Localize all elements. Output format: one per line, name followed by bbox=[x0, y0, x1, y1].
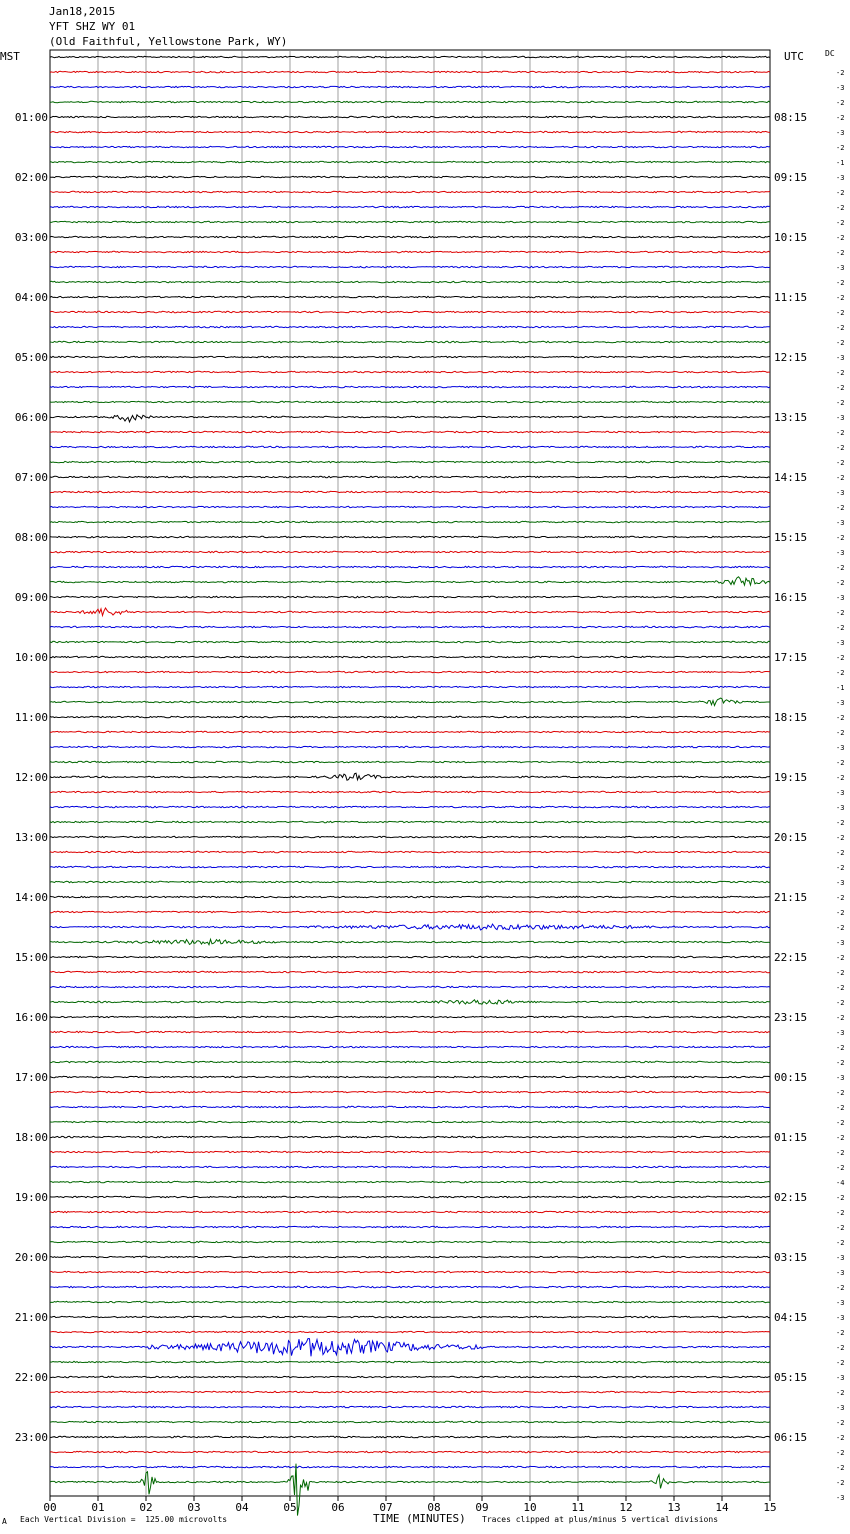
seismic-trace bbox=[50, 971, 770, 972]
dc-offset-label: -1 bbox=[836, 159, 845, 167]
dc-offset-label: -2 bbox=[836, 759, 845, 767]
dc-offset-label: -2 bbox=[836, 144, 845, 152]
seismic-trace bbox=[50, 1241, 770, 1242]
mst-hour-label: 09:00 bbox=[14, 591, 48, 604]
utc-hour-label: 02:15 bbox=[774, 1191, 808, 1204]
seismic-trace bbox=[50, 1436, 770, 1437]
dc-offset-label: -2 bbox=[836, 249, 845, 257]
dc-offset-label: -2 bbox=[836, 459, 845, 467]
dc-offset-label: -2 bbox=[836, 849, 845, 857]
scale-mark: A bbox=[2, 1517, 7, 1526]
seismic-trace bbox=[50, 491, 770, 492]
seismic-trace bbox=[50, 206, 770, 207]
dc-offset-label: -2 bbox=[836, 99, 845, 107]
seismic-trace bbox=[50, 296, 770, 297]
dc-offset-label: -3 bbox=[836, 744, 845, 752]
seismic-trace bbox=[50, 746, 770, 747]
seismic-trace bbox=[50, 1406, 770, 1407]
seismic-trace bbox=[50, 1061, 770, 1062]
dc-offset-label: -2 bbox=[836, 714, 845, 722]
seismic-trace bbox=[50, 1016, 770, 1017]
seismic-trace bbox=[50, 401, 770, 402]
mst-hour-label: 17:00 bbox=[14, 1071, 48, 1084]
seismic-trace bbox=[50, 1301, 770, 1302]
utc-hour-label: 15:15 bbox=[774, 531, 808, 544]
dc-offset-label: -3 bbox=[836, 1404, 845, 1412]
mst-hour-label: 19:00 bbox=[14, 1191, 48, 1204]
dc-offset-label: -2 bbox=[836, 969, 845, 977]
seismic-trace bbox=[50, 1339, 770, 1357]
seismic-trace bbox=[50, 686, 770, 687]
seismic-trace bbox=[50, 1316, 770, 1317]
seismic-trace bbox=[50, 773, 770, 780]
seismic-trace bbox=[50, 1031, 770, 1032]
seismic-trace bbox=[50, 1421, 770, 1422]
seismic-trace bbox=[50, 806, 770, 807]
dc-offset-label: -3 bbox=[836, 1269, 845, 1277]
mst-hour-label: 07:00 bbox=[14, 471, 48, 484]
seismic-trace bbox=[50, 1106, 770, 1107]
seismic-trace bbox=[50, 731, 770, 732]
seismic-trace bbox=[50, 791, 770, 792]
mst-hour-label: 16:00 bbox=[14, 1011, 48, 1024]
dc-offset-label: -3 bbox=[836, 354, 845, 362]
dc-offset-label: -2 bbox=[836, 1134, 845, 1142]
x-tick-label: 06 bbox=[331, 1501, 345, 1514]
dc-offset-label: -2 bbox=[836, 1284, 845, 1292]
dc-offset-label: -2 bbox=[836, 864, 845, 872]
seismic-trace bbox=[50, 326, 770, 327]
seismic-trace bbox=[50, 506, 770, 507]
seismic-trace bbox=[50, 1166, 770, 1167]
dc-offset-label: -2 bbox=[836, 1119, 845, 1127]
station-code: YFT SHZ WY 01 bbox=[49, 20, 136, 33]
seismic-trace bbox=[50, 596, 770, 597]
dc-offset-label: -3 bbox=[836, 519, 845, 527]
dc-offset-label: -3 bbox=[836, 489, 845, 497]
seismic-trace bbox=[50, 71, 770, 72]
seismic-trace bbox=[50, 608, 770, 616]
utc-hour-label: 01:15 bbox=[774, 1131, 808, 1144]
clip-text: Traces clipped at plus/minus 5 vertical divisions bbox=[482, 1515, 719, 1524]
mst-hour-label: 11:00 bbox=[14, 711, 48, 724]
dc-offset-label: -2 bbox=[836, 444, 845, 452]
dc-offset-label: -2 bbox=[836, 669, 845, 677]
mst-hour-label: 23:00 bbox=[14, 1431, 48, 1444]
dc-offset-label: -2 bbox=[836, 339, 845, 347]
utc-hour-label: 23:15 bbox=[774, 1011, 808, 1024]
dc-offset-label: -2 bbox=[836, 654, 845, 662]
seismic-trace bbox=[50, 341, 770, 342]
seismic-trace bbox=[50, 131, 770, 132]
seismic-trace bbox=[50, 176, 770, 177]
seismic-trace bbox=[50, 986, 770, 987]
seismic-trace bbox=[50, 716, 770, 717]
dc-offset-label: -2 bbox=[836, 1209, 845, 1217]
x-axis-title: TIME (MINUTES) bbox=[373, 1512, 466, 1525]
dc-offset-label: -2 bbox=[836, 1434, 845, 1442]
seismic-trace bbox=[50, 577, 770, 585]
seismic-trace bbox=[50, 1136, 770, 1137]
x-tick-label: 02 bbox=[139, 1501, 153, 1514]
dc-offset-label: -2 bbox=[836, 1149, 845, 1157]
dc-offset-label: -2 bbox=[836, 924, 845, 932]
seismic-trace bbox=[50, 1331, 770, 1332]
dc-offset-label: -4 bbox=[836, 1179, 845, 1187]
dc-offset-label: -3 bbox=[836, 1074, 845, 1082]
dc-offset-label: -2 bbox=[836, 1389, 845, 1397]
mst-hour-label: 02:00 bbox=[14, 171, 48, 184]
seismic-trace bbox=[50, 1256, 770, 1257]
scale-text: Each Vertical Division = 125.00 microvolts bbox=[20, 1515, 228, 1524]
dc-offset-label: -2 bbox=[836, 579, 845, 587]
dc-offset-label: -2 bbox=[836, 294, 845, 302]
seismic-trace bbox=[50, 761, 770, 762]
dc-offset-label: -2 bbox=[836, 609, 845, 617]
utc-hour-label: 00:15 bbox=[774, 1071, 808, 1084]
seismic-trace bbox=[50, 1466, 770, 1467]
left-zone-label: MST bbox=[0, 50, 20, 63]
seismic-trace bbox=[50, 116, 770, 117]
dc-offset-label: -2 bbox=[836, 279, 845, 287]
utc-hour-label: 12:15 bbox=[774, 351, 808, 364]
dc-offset-label: -3 bbox=[836, 549, 845, 557]
seismic-trace bbox=[50, 266, 770, 267]
dc-offset-label: -2 bbox=[836, 984, 845, 992]
seismic-trace bbox=[50, 924, 770, 930]
mst-hour-label: 05:00 bbox=[14, 351, 48, 364]
dc-offset-label: -3 bbox=[836, 1494, 845, 1502]
dc-offset-label: -2 bbox=[836, 219, 845, 227]
x-tick-label: 14 bbox=[715, 1501, 729, 1514]
seismic-trace bbox=[50, 1451, 770, 1452]
x-tick-label: 07 bbox=[379, 1501, 393, 1514]
seismic-trace bbox=[50, 821, 770, 822]
dc-offset-label: -2 bbox=[836, 1464, 845, 1472]
mst-hour-label: 01:00 bbox=[14, 111, 48, 124]
x-tick-label: 00 bbox=[43, 1501, 57, 1514]
seismic-trace bbox=[50, 281, 770, 282]
x-tick-label: 10 bbox=[523, 1501, 537, 1514]
dc-offset-label: -2 bbox=[836, 774, 845, 782]
seismic-trace bbox=[50, 626, 770, 627]
mst-hour-label: 06:00 bbox=[14, 411, 48, 424]
dc-offset-label: -2 bbox=[836, 729, 845, 737]
dc-offset-label: -3 bbox=[836, 174, 845, 182]
x-tick-label: 05 bbox=[283, 1501, 297, 1514]
mst-hour-label: 14:00 bbox=[14, 891, 48, 904]
seismic-trace bbox=[50, 1091, 770, 1092]
seismic-trace bbox=[50, 1271, 770, 1272]
dc-offset-label: -2 bbox=[836, 309, 845, 317]
seismic-trace bbox=[50, 1181, 770, 1182]
dc-offset-label: -2 bbox=[836, 69, 845, 77]
dc-offset-label: -2 bbox=[836, 624, 845, 632]
seismic-trace bbox=[50, 191, 770, 192]
dc-offset-label: -2 bbox=[836, 1089, 845, 1097]
x-tick-label: 12 bbox=[619, 1501, 633, 1514]
x-tick-label: 08 bbox=[427, 1501, 441, 1514]
utc-hour-label: 18:15 bbox=[774, 711, 808, 724]
dc-offset-label: -3 bbox=[836, 789, 845, 797]
dc-offset-label: -2 bbox=[836, 474, 845, 482]
dc-offset-label: -3 bbox=[836, 1314, 845, 1322]
dc-offset-label: -2 bbox=[836, 1224, 845, 1232]
dc-offset-label: -3 bbox=[836, 1299, 845, 1307]
seismic-trace bbox=[50, 1226, 770, 1227]
dc-offset-label: -2 bbox=[836, 1479, 845, 1487]
dc-offset-label: -2 bbox=[836, 114, 845, 122]
x-tick-label: 04 bbox=[235, 1501, 249, 1514]
seismic-trace bbox=[50, 866, 770, 867]
utc-hour-label: 14:15 bbox=[774, 471, 808, 484]
seismic-trace bbox=[50, 1121, 770, 1122]
seismic-trace bbox=[50, 1361, 770, 1362]
x-tick-label: 01 bbox=[91, 1501, 105, 1514]
mst-hour-label: 20:00 bbox=[14, 1251, 48, 1264]
dc-offset-label: -2 bbox=[836, 534, 845, 542]
utc-hour-label: 05:15 bbox=[774, 1371, 808, 1384]
utc-hour-label: 20:15 bbox=[774, 831, 808, 844]
dc-offset-label: -2 bbox=[836, 1419, 845, 1427]
dc-offset-label: -2 bbox=[836, 1014, 845, 1022]
seismic-trace bbox=[50, 1151, 770, 1152]
utc-hour-label: 16:15 bbox=[774, 591, 808, 604]
dc-offset-label: -2 bbox=[836, 1344, 845, 1352]
dc-offset-label: -2 bbox=[836, 1059, 845, 1067]
mst-hour-label: 12:00 bbox=[14, 771, 48, 784]
right-zone-label: UTC bbox=[784, 50, 804, 63]
seismic-trace bbox=[50, 461, 770, 462]
seismic-trace bbox=[50, 161, 770, 162]
dc-offset-label: -2 bbox=[836, 504, 845, 512]
dc-offset-label: -2 bbox=[836, 999, 845, 1007]
seismic-trace bbox=[50, 356, 770, 357]
seismic-trace bbox=[50, 386, 770, 387]
dc-label: DC bbox=[825, 49, 835, 58]
utc-hour-label: 17:15 bbox=[774, 651, 808, 664]
seismic-trace bbox=[50, 698, 770, 705]
dc-offset-label: -3 bbox=[836, 414, 845, 422]
utc-hour-label: 13:15 bbox=[774, 411, 808, 424]
utc-hour-label: 10:15 bbox=[774, 231, 808, 244]
seismic-trace bbox=[50, 476, 770, 477]
x-tick-label: 15 bbox=[763, 1501, 777, 1514]
x-tick-label: 09 bbox=[475, 1501, 489, 1514]
dc-offset-label: -2 bbox=[836, 324, 845, 332]
dc-offset-label: -3 bbox=[836, 639, 845, 647]
dc-offset-label: -2 bbox=[836, 1194, 845, 1202]
dc-offset-label: -2 bbox=[836, 909, 845, 917]
mst-hour-label: 03:00 bbox=[14, 231, 48, 244]
seismic-trace bbox=[50, 851, 770, 852]
station-location: (Old Faithful, Yellowstone Park, WY) bbox=[49, 35, 288, 48]
mst-hour-label: 22:00 bbox=[14, 1371, 48, 1384]
utc-hour-label: 19:15 bbox=[774, 771, 808, 784]
mst-hour-label: 08:00 bbox=[14, 531, 48, 544]
seismic-trace bbox=[50, 1196, 770, 1197]
seismic-trace bbox=[50, 671, 770, 672]
dc-offset-label: -2 bbox=[836, 1239, 845, 1247]
dc-offset-label: -2 bbox=[836, 564, 845, 572]
seismic-trace bbox=[50, 956, 770, 957]
dc-offset-label: -2 bbox=[836, 819, 845, 827]
seismic-trace bbox=[50, 836, 770, 837]
dc-offset-label: -1 bbox=[836, 684, 845, 692]
mst-hour-label: 13:00 bbox=[14, 831, 48, 844]
dc-offset-label: -2 bbox=[836, 834, 845, 842]
seismic-trace bbox=[50, 551, 770, 552]
utc-hour-label: 11:15 bbox=[774, 291, 808, 304]
dc-offset-label: -2 bbox=[836, 954, 845, 962]
dc-offset-label: -2 bbox=[836, 894, 845, 902]
dc-offset-label: -3 bbox=[836, 939, 845, 947]
mst-hour-label: 21:00 bbox=[14, 1311, 48, 1324]
seismic-trace bbox=[50, 656, 770, 657]
utc-hour-label: 22:15 bbox=[774, 951, 808, 964]
x-tick-label: 11 bbox=[571, 1501, 585, 1514]
seismic-trace bbox=[50, 1046, 770, 1047]
seismic-trace bbox=[50, 251, 770, 252]
dc-offset-label: -3 bbox=[836, 264, 845, 272]
dc-offset-label: -3 bbox=[836, 804, 845, 812]
seismic-trace bbox=[50, 446, 770, 447]
seismic-trace bbox=[50, 911, 770, 912]
dc-offset-label: -2 bbox=[836, 234, 845, 242]
dc-offset-label: -2 bbox=[836, 399, 845, 407]
seismic-trace bbox=[50, 221, 770, 222]
seismic-trace bbox=[50, 1391, 770, 1392]
x-tick-label: 03 bbox=[187, 1501, 201, 1514]
utc-hour-label: 21:15 bbox=[774, 891, 808, 904]
seismic-trace bbox=[50, 881, 770, 882]
chart-date: Jan18,2015 bbox=[49, 5, 116, 18]
mst-hour-label: 04:00 bbox=[14, 291, 48, 304]
seismic-trace bbox=[50, 939, 770, 944]
mst-hour-label: 18:00 bbox=[14, 1131, 48, 1144]
seismic-trace bbox=[50, 896, 770, 897]
seismic-trace bbox=[50, 371, 770, 372]
seismic-trace bbox=[50, 641, 770, 642]
dc-offset-label: -2 bbox=[836, 204, 845, 212]
seismic-trace bbox=[50, 1286, 770, 1287]
seismic-trace bbox=[50, 86, 770, 87]
dc-offset-label: -3 bbox=[836, 1029, 845, 1037]
dc-offset-label: -3 bbox=[836, 1254, 845, 1262]
dc-offset-label: -2 bbox=[836, 369, 845, 377]
seismic-trace bbox=[50, 1000, 770, 1004]
dc-offset-label: -2 bbox=[836, 1044, 845, 1052]
seismic-trace bbox=[50, 566, 770, 567]
mst-hour-label: 10:00 bbox=[14, 651, 48, 664]
dc-offset-label: -2 bbox=[836, 1164, 845, 1172]
utc-hour-label: 08:15 bbox=[774, 111, 808, 124]
dc-offset-label: -2 bbox=[836, 189, 845, 197]
utc-hour-label: 04:15 bbox=[774, 1311, 808, 1324]
seismic-trace bbox=[50, 536, 770, 537]
seismic-trace bbox=[50, 1211, 770, 1212]
seismic-trace bbox=[50, 101, 770, 102]
seismic-trace bbox=[50, 431, 770, 432]
utc-hour-label: 09:15 bbox=[774, 171, 808, 184]
mst-hour-label: 15:00 bbox=[14, 951, 48, 964]
seismic-trace bbox=[50, 415, 770, 422]
utc-hour-label: 06:15 bbox=[774, 1431, 808, 1444]
x-tick-label: 13 bbox=[667, 1501, 681, 1514]
dc-offset-label: -3 bbox=[836, 594, 845, 602]
seismic-trace bbox=[50, 56, 770, 57]
dc-offset-label: -3 bbox=[836, 1374, 845, 1382]
seismic-trace bbox=[50, 146, 770, 147]
dc-offset-label: -3 bbox=[836, 84, 845, 92]
seismic-trace bbox=[50, 1464, 770, 1516]
seismic-trace bbox=[50, 1376, 770, 1377]
seismic-trace bbox=[50, 1076, 770, 1077]
seismic-trace bbox=[50, 236, 770, 237]
dc-offset-label: -2 bbox=[836, 1329, 845, 1337]
dc-offset-label: -3 bbox=[836, 699, 845, 707]
utc-hour-label: 03:15 bbox=[774, 1251, 808, 1264]
seismic-trace bbox=[50, 311, 770, 312]
dc-offset-label: -2 bbox=[836, 384, 845, 392]
dc-offset-label: -3 bbox=[836, 129, 845, 137]
dc-offset-label: -2 bbox=[836, 429, 845, 437]
dc-offset-label: -2 bbox=[836, 1104, 845, 1112]
dc-offset-label: -2 bbox=[836, 1449, 845, 1457]
seismic-trace bbox=[50, 521, 770, 522]
dc-offset-label: -3 bbox=[836, 879, 845, 887]
dc-offset-label: -2 bbox=[836, 1359, 845, 1367]
